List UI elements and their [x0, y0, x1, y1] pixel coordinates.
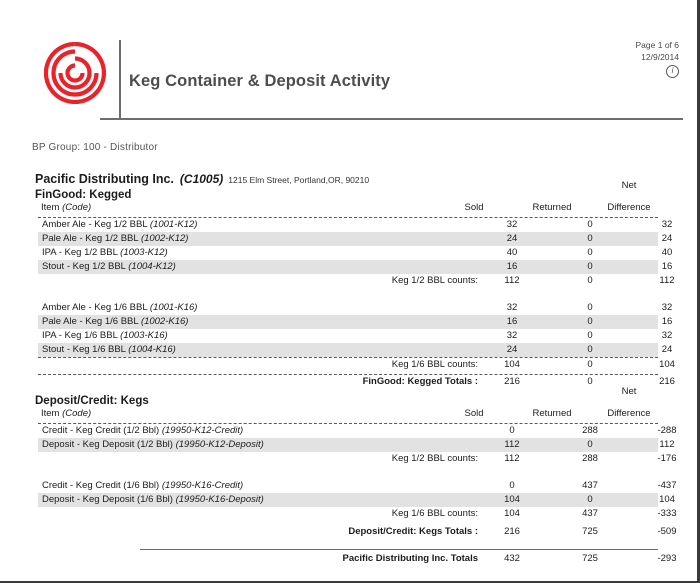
- column-header-sold: Sold: [464, 408, 484, 419]
- row-returned: 0: [587, 302, 593, 313]
- column-header-item-code: (Code): [62, 202, 92, 213]
- row-returned: 0: [587, 316, 593, 327]
- row-label: IPA - Keg 1/6 BBL (1003-K16): [42, 330, 168, 341]
- concentric-spiral-logo: [44, 42, 106, 104]
- column-header-sold: Sold: [464, 202, 484, 213]
- subtotal-label: Keg 1/2 BBL counts:: [391, 453, 478, 464]
- row-returned: 0: [587, 344, 593, 355]
- row-returned: 0: [587, 247, 593, 258]
- page-number-label: Page 1 of 6: [635, 40, 679, 50]
- row-sold: 104: [504, 494, 520, 505]
- row-label: IPA - Keg 1/2 BBL (1003-K12): [42, 247, 168, 258]
- row-label: Credit - Keg Credit (1/2 Bbl) (19950-K12-Credit): [42, 425, 244, 436]
- section-total-label: FinGood: Kegged Totals :: [362, 376, 478, 387]
- column-header-returned: Returned: [532, 202, 572, 213]
- table-group-sixth-bbl: [38, 479, 677, 521]
- table-row: [38, 343, 673, 357]
- table-row: [38, 246, 673, 260]
- header-meta: [636, 40, 679, 78]
- section-total-wrap: [38, 525, 677, 539]
- subtotal-net: 112: [659, 275, 675, 286]
- row-sold: 0: [509, 425, 515, 436]
- report-date: 12/9/2014: [641, 51, 679, 62]
- table-subtotal-row: [38, 452, 677, 466]
- column-header-difference: Difference: [607, 408, 651, 419]
- header-horizontal-divider: [100, 118, 683, 120]
- table-group-half-bbl: [38, 217, 675, 288]
- row-returned: 0: [587, 261, 593, 272]
- subtotal-returned: 0: [587, 359, 593, 370]
- row-label: Deposit - Keg Deposit (1/2 Bbl) (19950-K12-Deposit): [42, 439, 264, 450]
- bp-group-label: BP Group: 100 - Distributor: [32, 142, 158, 153]
- row-label: Pale Ale - Keg 1/2 BBL (1002-K12): [42, 233, 189, 244]
- row-sold: 112: [504, 439, 520, 450]
- row-net: 16: [661, 316, 673, 327]
- table-row: [38, 424, 677, 438]
- table-row: [38, 260, 673, 274]
- section-total-wrap: [38, 374, 675, 389]
- header-vertical-divider: [119, 40, 121, 120]
- table-row: [38, 301, 673, 315]
- row-net: 112: [659, 439, 675, 450]
- row-sold: 24: [506, 233, 518, 244]
- column-header-item-code: (Code): [62, 408, 92, 419]
- subtotal-sold: 104: [504, 359, 520, 370]
- section-total-label: Deposit/Credit: Kegs Totals :: [348, 526, 478, 537]
- section-total-net: 216: [659, 376, 675, 387]
- row-sold: 16: [506, 261, 518, 272]
- table-row: [38, 315, 673, 329]
- subtotal-sold: 104: [504, 508, 520, 519]
- row-label: Amber Ale - Keg 1/2 BBL (1001-K12): [42, 219, 198, 230]
- grand-total-label: Pacific Distributing Inc. Totals: [342, 553, 478, 564]
- subtotal-sold: 112: [504, 275, 520, 286]
- info-circle-icon[interactable]: [666, 65, 679, 78]
- table-group-half-bbl: [38, 423, 677, 466]
- subtotal-returned: 288: [582, 453, 598, 464]
- row-returned: 0: [587, 494, 593, 505]
- column-header-item: [41, 202, 91, 213]
- row-returned: 288: [582, 425, 598, 436]
- row-net: 104: [659, 494, 675, 505]
- row-net: -437: [657, 480, 677, 491]
- row-sold: 32: [506, 302, 518, 313]
- subtotal-net: 104: [659, 359, 675, 370]
- column-header-net: Net: [621, 180, 637, 191]
- table-row: [38, 329, 673, 343]
- table-row: [38, 438, 675, 452]
- column-header-item-text: Item: [41, 202, 60, 213]
- row-returned: 0: [587, 439, 593, 450]
- grand-total-divider: [140, 549, 658, 550]
- section-total-net: -509: [657, 526, 677, 537]
- row-net: 32: [661, 219, 673, 230]
- section-title: FinGood: Kegged: [35, 189, 132, 201]
- subtotal-net: -176: [657, 453, 677, 464]
- grand-total-net: -293: [657, 553, 677, 564]
- subtotal-label: Keg 1/6 BBL counts:: [391, 508, 478, 519]
- row-sold: 40: [506, 247, 518, 258]
- table-row: [38, 218, 673, 232]
- row-returned: 0: [587, 330, 593, 341]
- grand-total-row: [38, 552, 677, 566]
- grand-total-returned: 725: [582, 553, 598, 564]
- page-title: Keg Container & Deposit Activity: [129, 72, 391, 90]
- company-name: Pacific Distributing Inc.: [35, 172, 174, 186]
- row-net: -288: [657, 425, 677, 436]
- row-returned: 0: [587, 233, 593, 244]
- column-header-item-text: Item: [41, 408, 60, 419]
- row-label: Stout - Keg 1/2 BBL (1004-K12): [42, 261, 176, 272]
- company-address: 1215 Elm Street, Portland,OR, 90210: [228, 175, 370, 185]
- section-total-sold: 216: [504, 526, 520, 537]
- row-label: Credit - Keg Credit (1/6 Bbl) (19950-K16-Credit): [42, 480, 244, 491]
- table-subtotal-row: [38, 357, 675, 372]
- row-label: Deposit - Keg Deposit (1/6 Bbl) (19950-K16-Deposit): [42, 494, 264, 505]
- row-net: 32: [661, 330, 673, 341]
- table-row: [38, 493, 675, 507]
- row-label: Amber Ale - Keg 1/6 BBL (1001-K16): [42, 302, 198, 313]
- subtotal-net: -333: [657, 508, 677, 519]
- table-group-sixth-bbl: [38, 301, 675, 372]
- section-total-returned: 725: [582, 526, 598, 537]
- grand-total-wrap: [38, 552, 677, 566]
- company-header: [35, 170, 369, 188]
- row-sold: 24: [506, 344, 518, 355]
- column-header-net: Net: [621, 386, 637, 397]
- row-sold: 32: [506, 219, 518, 230]
- table-subtotal-row: [38, 274, 675, 288]
- section-title: Deposit/Credit: Kegs: [35, 395, 149, 407]
- column-header-returned: Returned: [532, 408, 572, 419]
- section-total-row: [38, 374, 675, 389]
- row-net: 24: [661, 233, 673, 244]
- subtotal-returned: 437: [582, 508, 598, 519]
- row-label: Pale Ale - Keg 1/6 BBL (1002-K16): [42, 316, 189, 327]
- subtotal-returned: 0: [587, 275, 593, 286]
- row-net: 16: [661, 261, 673, 272]
- section-total-sold: 216: [504, 376, 520, 387]
- row-net: 40: [661, 247, 673, 258]
- table-row: [38, 479, 677, 493]
- table-subtotal-row: [38, 507, 677, 521]
- row-net: 24: [661, 344, 673, 355]
- row-sold: 32: [506, 330, 518, 341]
- row-label: Stout - Keg 1/6 BBL (1004-K16): [42, 344, 176, 355]
- row-returned: 437: [582, 480, 598, 491]
- row-returned: 0: [587, 219, 593, 230]
- grand-total-sold: 432: [504, 553, 520, 564]
- table-row: [38, 232, 673, 246]
- company-code: (C1005): [179, 172, 224, 186]
- column-header-difference: Difference: [607, 202, 651, 213]
- subtotal-label: Keg 1/2 BBL counts:: [391, 275, 478, 286]
- section-total-returned: 0: [587, 376, 593, 387]
- subtotal-sold: 112: [504, 453, 520, 464]
- row-sold: 16: [506, 316, 518, 327]
- column-header-item: [41, 408, 91, 419]
- section-total-row: [38, 525, 677, 539]
- subtotal-label: Keg 1/6 BBL counts:: [391, 359, 478, 370]
- row-net: 32: [661, 302, 673, 313]
- report-header: [0, 0, 697, 100]
- row-sold: 0: [509, 480, 515, 491]
